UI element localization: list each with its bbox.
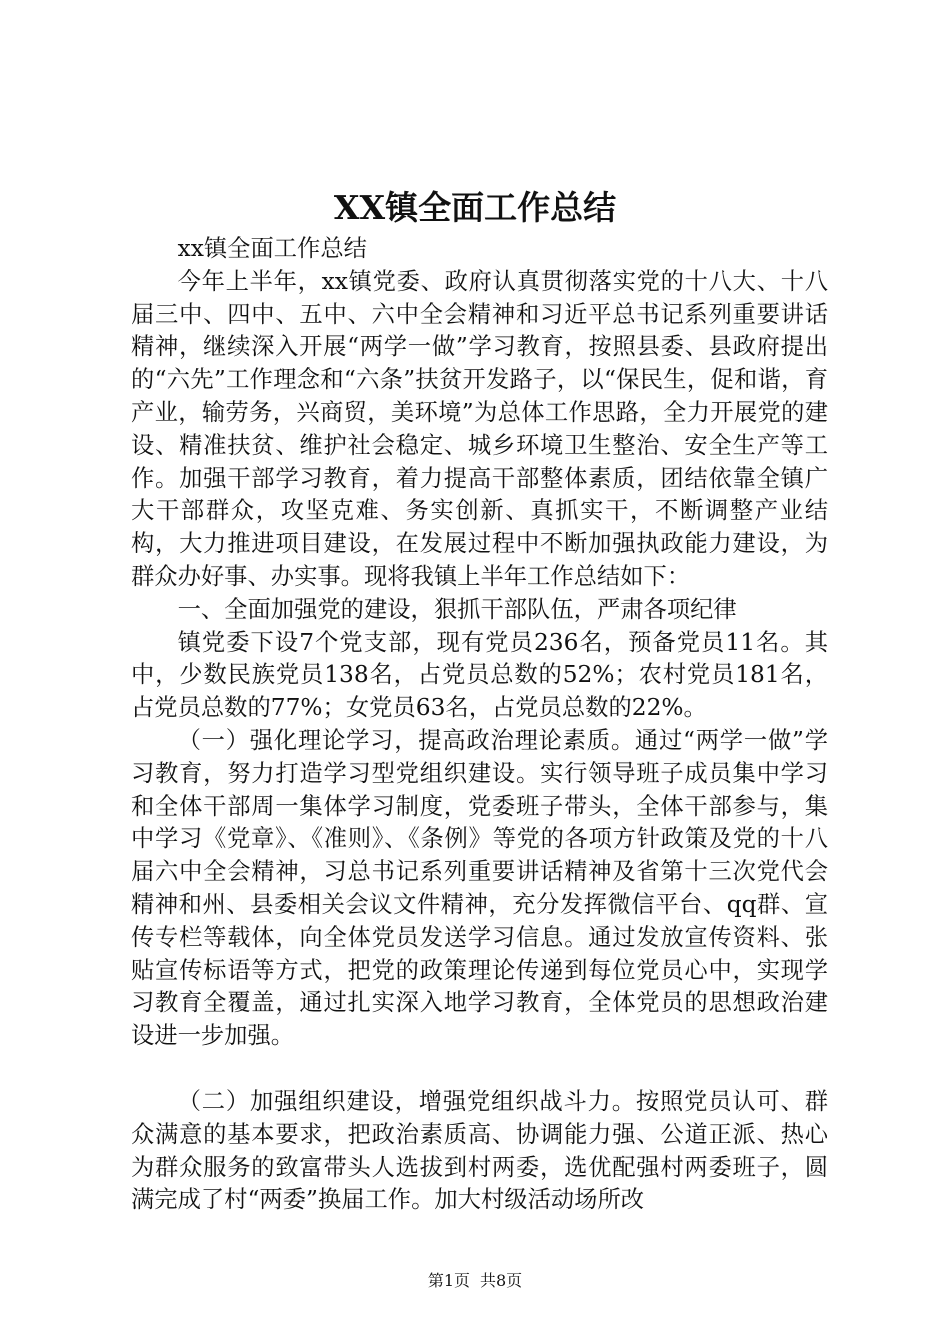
document-title: XX镇全面工作总结 <box>333 188 617 227</box>
document-body <box>131 233 828 1217</box>
subtitle-paragraph: xx镇全面工作总结 <box>177 235 367 262</box>
theory-study-paragraph: （一）强化理论学习，提高政治理论素质。通过“两学一做”学习教育，努力打造学习型党组织建设。实行领导班子成员集中学习和全体干部周一集体学习制度，党委班子带头，全体干部参与，集中学习《党章》、《准则》、《条例》等党的各项方针政策及党的十八届六中全会精神，习总书记系列重要讲话精神及省第十三次党代会精神和州、县委相关会议文件精神，充分发挥微信平台、qq群、宣传专栏等载体，向全体党员发送学习信息。通过发放宣传资料、张贴宣传标语等方式，把党的政策理论传递到每位党员心中，实现学习教育全覆盖，通过扎实深入地学习教育，全体党员的思想政治建设进一步加强。 <box>131 726 828 1050</box>
intro-paragraph: 今年上半年，xx镇党委、政府认真贯彻落实党的十八大、十八届三中、四中、五中、六中全会精神和习近平总书记系列重要讲话精神，继续深入开展“两学一做”学习教育，按照县委、县政府提出的“六先”工作理念和“六条”扶贫开发路子，以“保民生，促和谐，育产业，输劳务，兴商贸，美环境”为总体工作思路，全力开展党的建设、精准扶贫、维护社会稳定、城乡环境卫生整治、安全生产等工作。加强干部学习教育，着力提高干部整体素质，团结依靠全镇广大干部群众，攻坚克难、务实创新、真抓实干，不断调整产业结构，大力推进项目建设，在发展过程中不断加强执政能力建设，为群众办好事、办实事。现将我镇上半年工作总结如下： <box>131 267 828 590</box>
party-statistics-paragraph: 镇党委下设7个党支部，现有党员236名，预备党员11名。其中，少数民族党员138名，占党员总数的52%；农村党员181名，占党员总数的77%；女党员63名，占党员总数的22%。 <box>131 628 828 722</box>
organization-building-paragraph: （二）加强组织建设，增强党组织战斗力。按照党员认可、群众满意的基本要求，把政治素质高、协调能力强、公道正派、热心为群众服务的致富带头人选拔到村两委，选优配强村两委班子，圆满完成了村“两委”换届工作。加大村级活动场所改 <box>131 1087 828 1214</box>
page-footer <box>0 1268 950 1291</box>
section-heading: 一、全面加强党的建设，狠抓干部队伍，严肃各项纪律 <box>177 595 737 623</box>
page-total: 共8页 <box>480 1271 523 1290</box>
page-number: 第1页 <box>427 1271 470 1290</box>
